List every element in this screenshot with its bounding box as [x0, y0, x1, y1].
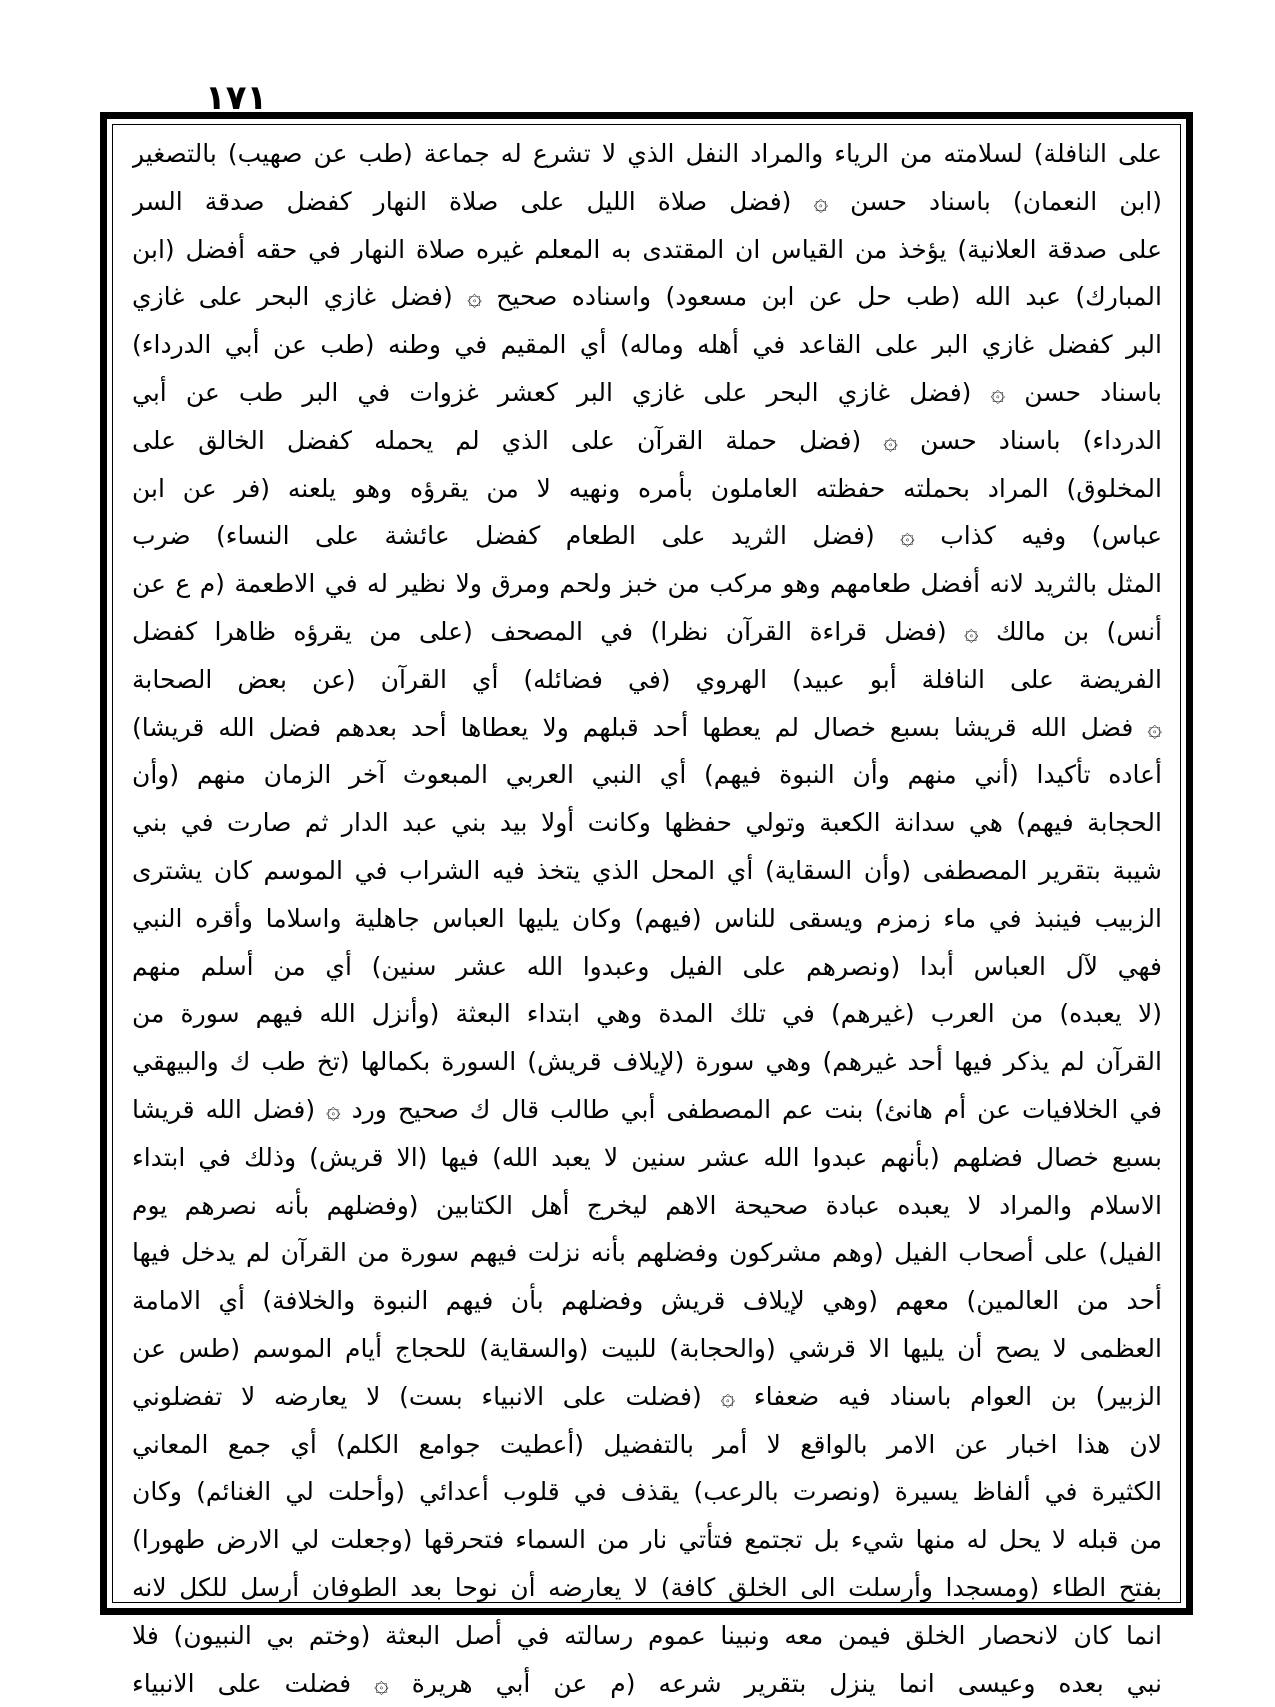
text-line: انما كان لانحصار الخلق فيمن معه ونبينا عموم رسالته في أصل البعثة (وختم بي النبيون) فلا: [132, 1612, 1162, 1660]
text-line: الكثيرة في ألفاظ يسيرة (ونصرت بالرعب) يقذف في قلوب أعدائي (وأحلت لي الغنائم) وكان: [132, 1468, 1162, 1516]
text-line: بفتح الطاء (ومسجدا وأرسلت الى الخلق كافة) لا يعارضه أن نوحا بعد الطوفان أرسل للكل لانه: [132, 1564, 1162, 1612]
text-body: [132, 130, 1162, 1707]
text-line: على النافلة) لسلامته من الرياء والمراد النفل الذي لا تشرع له جماعة (طب عن صهيب) بالتصغير: [132, 130, 1162, 178]
text-line: من قبله لا يحل له منها شيء بل تجتمع فتأتي نار من السماء فتحرقها (وجعلت لي الارض طهورا): [132, 1516, 1162, 1564]
text-line: الفيل) على أصحاب الفيل (وهم مشركون وفضلهم بأنه نزلت فيهم سورة من القرآن لم يدخل فيها: [132, 1229, 1162, 1277]
text-line: أحد من العالمين) معهم (وهي لإيلاف قريش وفضلهم بأن فيهم النبوة والخلافة) أي الامامة: [132, 1277, 1162, 1325]
page-number: ١٧١: [205, 78, 267, 118]
text-line: على صدقة العلانية) يؤخذ من القياس ان المقتدى به المعلم غيره صلاة النهار في حقه أفضل (ابن: [132, 226, 1162, 274]
text-line: البر كفضل غازي البر على القاعد في أهله وماله) أي المقيم في وطنه (طب عن أبي الدرداء): [132, 321, 1162, 369]
text-line: باسناد حسن ۞ (فضل غازي البحر على غازي البر كعشر غزوات في البر طب عن أبي: [132, 369, 1162, 417]
text-line: الفريضة على النافلة أبو عبيد) الهروي (في فضائله) أي القرآن (عن بعض الصحابة: [132, 656, 1162, 704]
text-line: (لا يعبده) من العرب (غيرهم) في تلك المدة وهي ابتداء البعثة (وأنزل الله فيهم سورة من: [132, 990, 1162, 1038]
text-line: أعاده تأكيدا (أني منهم وأن النبوة فيهم) أي النبي العربي المبعوث آخر الزمان منهم (وأن: [132, 751, 1162, 799]
text-line: الزبير) بن العوام باسناد فيه ضعفاء ۞ (فضلت على الانبياء بست) لا يعارضه لا تفضلوني: [132, 1373, 1162, 1421]
text-line: الزبيب فينبذ في ماء زمزم ويسقى للناس (فيهم) وكان يليها العباس جاهلية واسلاما وأقره النبي: [132, 895, 1162, 943]
text-line: نبي بعده وعيسى انما ينزل بتقرير شرعه (م عن أبي هريرة ۞ فضلت على الانبياء: [132, 1660, 1162, 1707]
text-line: عباس) وفيه كذاب ۞ (فضل الثريد على الطعام كفضل عائشة على النساء) ضرب: [132, 512, 1162, 560]
text-line: بسبع خصال فضلهم (بأنهم عبدوا الله عشر سنين لا يعبد الله) فيها (الا قريش) وذلك في ابتداء: [132, 1134, 1162, 1182]
text-line: ۞ فضل الله قريشا بسبع خصال لم يعطها أحد قبلهم ولا يعطاها أحد بعدهم فضل الله قريشا): [132, 704, 1162, 752]
text-line: الحجابة فيهم) هي سدانة الكعبة وتولي حفظها وكانت أولا بيد بني عبد الدار ثم صارت في بني: [132, 799, 1162, 847]
text-line: المخلوق) المراد بحملته حفظته العاملون بأمره ونهيه لا من يقرؤه وهو يلعنه (فر عن ابن: [132, 465, 1162, 513]
text-line: في الخلافيات عن أم هانئ) بنت عم المصطفى أبي طالب قال ك صحيح ورد ۞ (فضل الله قريشا: [132, 1086, 1162, 1134]
text-line: القرآن لم يذكر فيها أحد غيرهم) وهي سورة (لإيلاف قريش) السورة بكمالها (تخ طب ك والبيهقي: [132, 1038, 1162, 1086]
text-line: شيبة بتقرير المصطفى (وأن السقاية) أي المحل الذي يتخذ فيه الشراب في الموسم كان يشترى: [132, 847, 1162, 895]
text-line: المبارك) عبد الله (طب حل عن ابن مسعود) واسناده صحيح ۞ (فضل غازي البحر على غازي: [132, 273, 1162, 321]
text-line: لان هذا اخبار عن الامر بالواقع لا أمر بالتفضيل (أعطيت جوامع الكلم) أي جمع المعاني: [132, 1421, 1162, 1469]
text-line: الاسلام والمراد لا يعبده عبادة صحيحة الاهم ليخرج أهل الكتابين (وفضلهم بأنه نصرهم يوم: [132, 1182, 1162, 1230]
text-line: فهي لآل العباس أبدا (ونصرهم على الفيل وعبدوا الله عشر سنين) أي من أسلم منهم: [132, 943, 1162, 991]
text-line: (ابن النعمان) باسناد حسن ۞ (فضل صلاة الليل على صلاة النهار كفضل صدقة السر: [132, 178, 1162, 226]
text-line: أنس) بن مالك ۞ (فضل قراءة القرآن نظرا) في المصحف (على من يقرؤه ظاهرا كفضل: [132, 608, 1162, 656]
text-line: الدرداء) باسناد حسن ۞ (فضل حملة القرآن على الذي لم يحمله كفضل الخالق على: [132, 417, 1162, 465]
text-line: المثل بالثريد لانه أفضل طعامهم وهو مركب من خبز ولحم ومرق ولا نظير له في الاطعمة (م ع عن: [132, 560, 1162, 608]
text-line: العظمى لا يصح أن يليها الا قرشي (والحجابة) للبيت (والسقاية) للحجاج أيام الموسم (طس عن: [132, 1325, 1162, 1373]
